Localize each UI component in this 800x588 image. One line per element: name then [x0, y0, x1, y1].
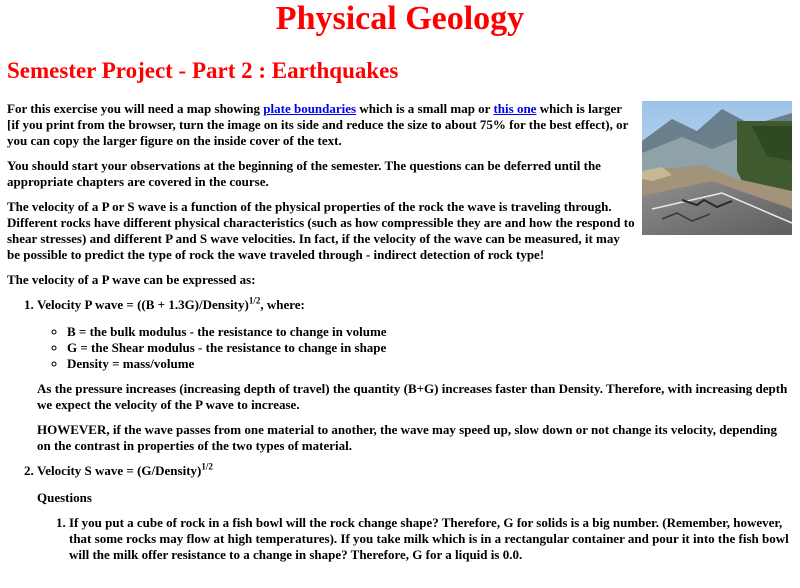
questions-list — [37, 515, 792, 563]
definition-shear-modulus: ◦ G = the Shear modulus - the resistance to change in shape — [67, 340, 792, 356]
definition-bulk-modulus: ◦ B = the bulk modulus - the resistance to change in volume — [67, 324, 792, 340]
section-title: Semester Project - Part 2 : Earthquakes — [7, 58, 399, 83]
start-observations-paragraph: You should start your observations at the beginning of the semester. The questions can be deferred until the appropriate chapters are covered in the course. — [7, 158, 601, 189]
earthquake-road-photo — [642, 101, 792, 235]
this-one-link[interactable]: this one — [493, 101, 537, 116]
definition-list — [37, 324, 792, 372]
question-item: 1. If you put a cube of rock in a fish bowl will the rock change shape? Therefore, G for solids is a big number. (Remember, however, that some rocks may flow at high temperatures). If you take milk which is in a rectangular container and pour it into the fish bowl will the milk offer resistance to a change in shape? Therefore, G for a liquid is 0.0. — [69, 515, 792, 563]
velocity-p-formula: Velocity P wave = ((B + 1.3G)/Density) — [37, 297, 249, 312]
velocity-list — [7, 297, 792, 563]
definition-density: ◦ Density = mass/volume — [67, 356, 792, 372]
velocity-p-exponent: 1/2 — [248, 295, 261, 306]
pressure-paragraph: As the pressure increases (increasing depth of travel) the quantity (B+G) increases faster than Density. Therefore, with increasing depth we expect the velocity of the P wave to increase. — [37, 381, 788, 412]
intro-text-3: which is larger [if you print from the browser, turn the image on its side and reduce the size to about 75% for the best effect), or you can copy the larger figure on the inside cover of the text. — [7, 101, 629, 148]
questions-heading: Questions — [37, 490, 92, 505]
velocity-s-exponent: 1/2 — [201, 461, 213, 472]
velocity-p-suffix: , where: — [260, 297, 305, 312]
velocity-p-item — [37, 297, 792, 454]
velocity-s-item — [37, 463, 792, 563]
plate-boundaries-link[interactable]: plate boundaries — [263, 101, 357, 116]
page-title: Physical Geology — [275, 0, 525, 37]
intro-text-2: which is a small map or — [356, 101, 494, 116]
intro-text-1: For this exercise you will need a map showing — [7, 101, 264, 116]
wave-velocity-paragraph: The velocity of a P or S wave is a function of the physical properties of the rock the wave is traveling through. Different rocks have different physical characteristics (such as how compressible they are and how the respond to shear stresses) and different P and S wave velocities. In fact, if the velocity of the wave can be measured, it may be possible to predict the type of rock the wave traveled through - indirect detection of rock type! — [7, 199, 635, 262]
main-content — [7, 101, 792, 572]
however-paragraph: HOWEVER, if the wave passes from one material to another, the wave may speed up, slow down or not change its velocity, depending on the contrast in properties of the two types of material. — [37, 422, 778, 453]
velocity-s-formula: Velocity S wave = (G/Density) — [37, 463, 202, 478]
p-wave-expression-paragraph: The velocity of a P wave can be expressed as: — [7, 272, 256, 287]
